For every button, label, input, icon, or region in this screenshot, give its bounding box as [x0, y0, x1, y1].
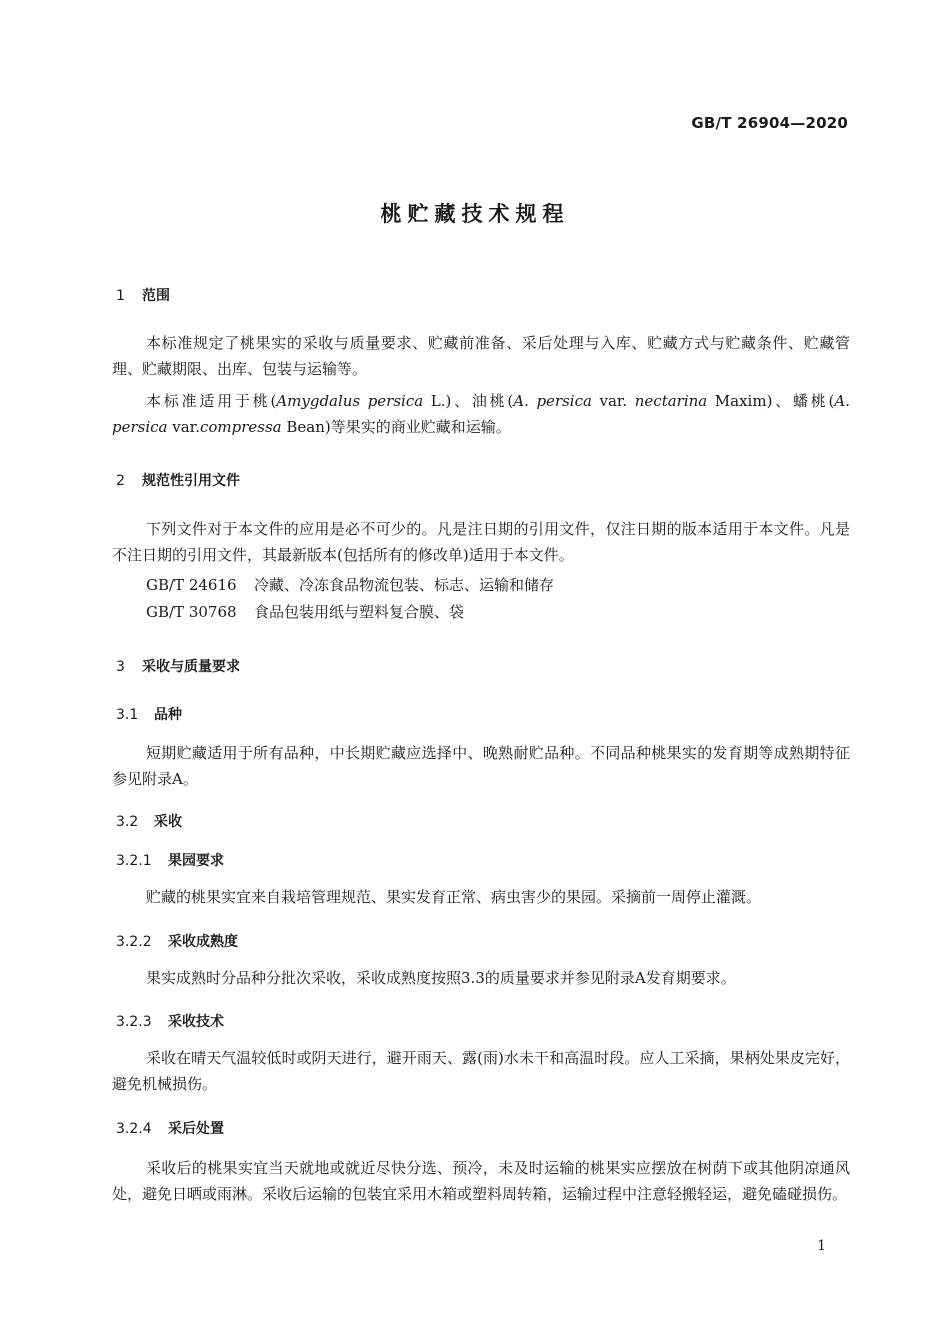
- subsection-number: 3.2.3: [116, 1014, 152, 1030]
- subsection-title: 品种: [154, 707, 182, 723]
- subsection-number: 3.2.4: [116, 1121, 152, 1137]
- section-number: 1: [116, 288, 125, 304]
- reference-code: GB/T 30768: [146, 603, 237, 621]
- reference-title: 食品包装用纸与塑料复合膜、袋: [254, 603, 465, 621]
- subsection-3-2-4-paragraph: 采收后的桃果实宜当天就地或就近尽快分选、预冷，未及时运输的桃果实应摆放在树荫下或其他阴凉通风处，避免日晒或雨淋。采收后运输的包装宜采用木箱或塑料周转箱，运输过程中注意轻搬轻运，避免磕碰损伤。: [112, 1159, 850, 1203]
- subsection-title: 果园要求: [168, 853, 224, 869]
- section-2-paragraph-1: 下列文件对于本文件的应用是必不可少的。凡是注日期的引用文件，仅注日期的版本适用于本文件。凡是不注日期的引用文件，其最新版本(包括所有的修改单)适用于本文件。: [112, 520, 850, 564]
- subsection-number: 3.2: [116, 814, 139, 830]
- section-1-paragraph-1: 本标准规定了桃果实的采收与质量要求、贮藏前准备、采后处理与入库、贮藏方式与贮藏条件、贮藏管理、贮藏期限、出库、包装与运输等。: [112, 334, 850, 378]
- document-title: 桃贮藏技术规程: [380, 202, 570, 226]
- subsection-number: 3.1: [116, 707, 139, 723]
- subsection-3-2-heading: [116, 811, 182, 831]
- section-1-paragraph-2: 本标准适用于桃(Amygdalus persica L.)、油桃(A. persica var. nectarina Maxim)、蟠桃(A. persica var.compressa Bean)等果实的商业贮藏和运输。: [112, 392, 850, 436]
- section-1-heading: [116, 285, 170, 305]
- section-3-heading: [116, 656, 240, 676]
- subsection-title: 采收技术: [168, 1014, 224, 1030]
- subsection-3-2-2-paragraph: 果实成熟时分品种分批次采收，采收成熟度按照3.3的质量要求并参见附录A发育期要求。: [146, 969, 736, 987]
- reference-title: 冷藏、冷冻食品物流包装、标志、运输和储存: [254, 576, 555, 594]
- reference-item: [146, 572, 554, 598]
- reference-code: GB/T 24616: [146, 576, 237, 594]
- subsection-3-1-heading: [116, 704, 182, 724]
- subsection-title: 采收: [154, 814, 182, 830]
- section-title: 范围: [142, 288, 170, 304]
- subsection-title: 采收成熟度: [168, 934, 238, 950]
- subsection-3-2-2-heading: [116, 931, 238, 951]
- section-2-heading: [116, 470, 240, 490]
- subsection-3-2-1-paragraph: 贮藏的桃果实宜来自栽培管理规范、果实发育正常、病虫害少的果园。采摘前一周停止灌溉。: [146, 888, 762, 906]
- subsection-number: 3.2.1: [116, 853, 152, 869]
- subsection-3-2-4-heading: [116, 1118, 224, 1138]
- section-number: 2: [116, 473, 125, 489]
- section-title: 规范性引用文件: [142, 473, 240, 489]
- subsection-title: 采后处置: [168, 1121, 224, 1137]
- subsection-3-1-paragraph: 短期贮藏适用于所有品种，中长期贮藏应选择中、晚熟耐贮品种。不同品种桃果实的发育期等成熟期特征参见附录A。: [112, 744, 850, 788]
- section-number: 3: [116, 659, 125, 675]
- section-title: 采收与质量要求: [142, 659, 240, 675]
- page-number: 1: [817, 1238, 826, 1254]
- standard-code: GB/T 26904—2020: [691, 114, 848, 132]
- subsection-3-2-3-paragraph: 采收在晴天气温较低时或阴天进行，避开雨天、露(雨)水未干和高温时段。应人工采摘，果柄处果皮完好，避免机械损伤。: [112, 1049, 850, 1093]
- subsection-3-2-3-heading: [116, 1011, 224, 1031]
- subsection-number: 3.2.2: [116, 934, 152, 950]
- subsection-3-2-1-heading: [116, 850, 224, 870]
- reference-item: [146, 599, 464, 625]
